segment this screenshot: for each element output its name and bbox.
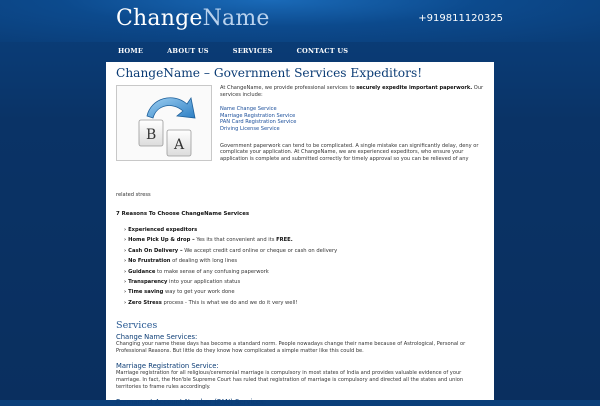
reasons-heading: 7 Reasons To Choose ChangeName Services <box>116 211 250 217</box>
reason-bold: Zero Stress <box>128 299 162 306</box>
reason-text: process - This is what we do and we do it very well! <box>161 299 298 306</box>
svg-text:A: A <box>174 137 185 153</box>
service-heading-change-name: Change Name Services: <box>116 333 198 342</box>
list-item <box>124 225 484 235</box>
intro-section <box>116 85 484 197</box>
reason-bold: No Frustration <box>128 258 171 265</box>
intro-paragraph: Government paperwork can tend to be complicated. A single mistake can significantly delay, deny or complicate your application. At ChangeName, we are experienced expeditors, who ensure your application is complete and submitted correctly for timely approval so you can be relieved of any <box>220 142 479 162</box>
reason-text: into your application status <box>167 279 241 286</box>
list-item <box>124 246 484 256</box>
main-nav <box>106 42 494 60</box>
main-content <box>106 62 494 406</box>
chevron-right-icon: › <box>124 258 127 265</box>
link-name-change-service[interactable]: Name Change Service <box>220 106 277 113</box>
list-item <box>124 256 484 266</box>
chevron-right-icon: › <box>124 268 127 275</box>
phone-number[interactable]: +919811120325 <box>418 13 503 24</box>
chevron-right-icon: › <box>124 289 127 296</box>
nav-contact-us[interactable]: CONTACT US <box>296 47 349 55</box>
site-header <box>0 0 600 42</box>
intro-paragraph-tail: related stress <box>116 192 151 198</box>
reason-text: We accept credit card online or cheque or cash on delivery <box>182 247 338 254</box>
reason-bold: Transparency <box>128 279 168 286</box>
site-logo[interactable] <box>116 6 270 31</box>
reason-text: to make sense of any confusing paperwork <box>155 268 269 275</box>
service-heading-pan: Permanent Account Number (PAN) Services: <box>116 398 267 406</box>
link-marriage-registration-service[interactable]: Marriage Registration Service <box>220 112 296 119</box>
logo-part2: Name <box>202 6 270 31</box>
logo-part1: Change <box>116 6 203 31</box>
chevron-right-icon: › <box>124 237 127 244</box>
reason-bold: Experienced expeditors <box>128 227 198 233</box>
service-text-change-name: Changing your name these days has become a standard norm. People nowadays change their name because of Astrological, Personal or Professional Reasons. But little do they know how complicated a simple matter like this could be. <box>116 341 466 355</box>
reason-text: Yes its that convenient and its <box>194 237 277 244</box>
list-item <box>124 298 484 308</box>
reasons-list <box>116 225 484 308</box>
chevron-right-icon: › <box>124 247 127 254</box>
name-change-b-to-a-icon <box>116 85 212 161</box>
list-item <box>124 235 484 245</box>
list-item <box>124 267 484 277</box>
list-item <box>124 277 484 287</box>
reason-bold: Time saving <box>128 289 164 296</box>
nav-home[interactable]: HOME <box>118 47 144 55</box>
intro-text <box>220 85 484 162</box>
chevron-right-icon: › <box>124 279 127 286</box>
link-pan-card-registration-service[interactable]: PAN Card Registration Service <box>220 119 297 126</box>
intro-pre: At ChangeName, we provide professional services to <box>220 85 357 91</box>
reason-bold: Home Pick Up & drop – <box>128 237 195 244</box>
nav-about-us[interactable]: ABOUT US <box>167 47 209 55</box>
svg-text:B: B <box>146 127 157 143</box>
reason-bold-free: FREE. <box>276 237 293 244</box>
chevron-right-icon: › <box>124 227 127 233</box>
service-heading-marriage-registration: Marriage Registration Service: <box>116 362 219 371</box>
reason-bold: Guidance <box>128 268 156 275</box>
intro-bold: securely expedite important paperwork. <box>356 85 473 91</box>
page-title: ChangeName – Government Services Expeditors! <box>116 66 423 80</box>
list-item <box>124 287 484 297</box>
reason-text: of dealing with long lines <box>170 258 238 265</box>
reason-bold: Cash On Delivery – <box>128 247 183 254</box>
reason-text: way to get your work done <box>163 289 235 296</box>
link-driving-license-service[interactable]: Driving License Service <box>220 125 280 132</box>
chevron-right-icon: › <box>124 299 127 306</box>
nav-services[interactable]: SERVICES <box>232 47 273 55</box>
service-text-marriage-registration: Marriage registration for all religious/ceremonial marriage is compulsory in most states of India and provides valuable evidence of your marriage. In fact, the Hon'ble Supreme Court has ruled that registration of marriage is compulsory and directed all the states and union territories to frame rules accordingly. <box>116 370 464 391</box>
service-links <box>220 106 484 132</box>
intro-post: Our services include: <box>220 85 484 98</box>
services-heading: Services <box>116 320 158 332</box>
